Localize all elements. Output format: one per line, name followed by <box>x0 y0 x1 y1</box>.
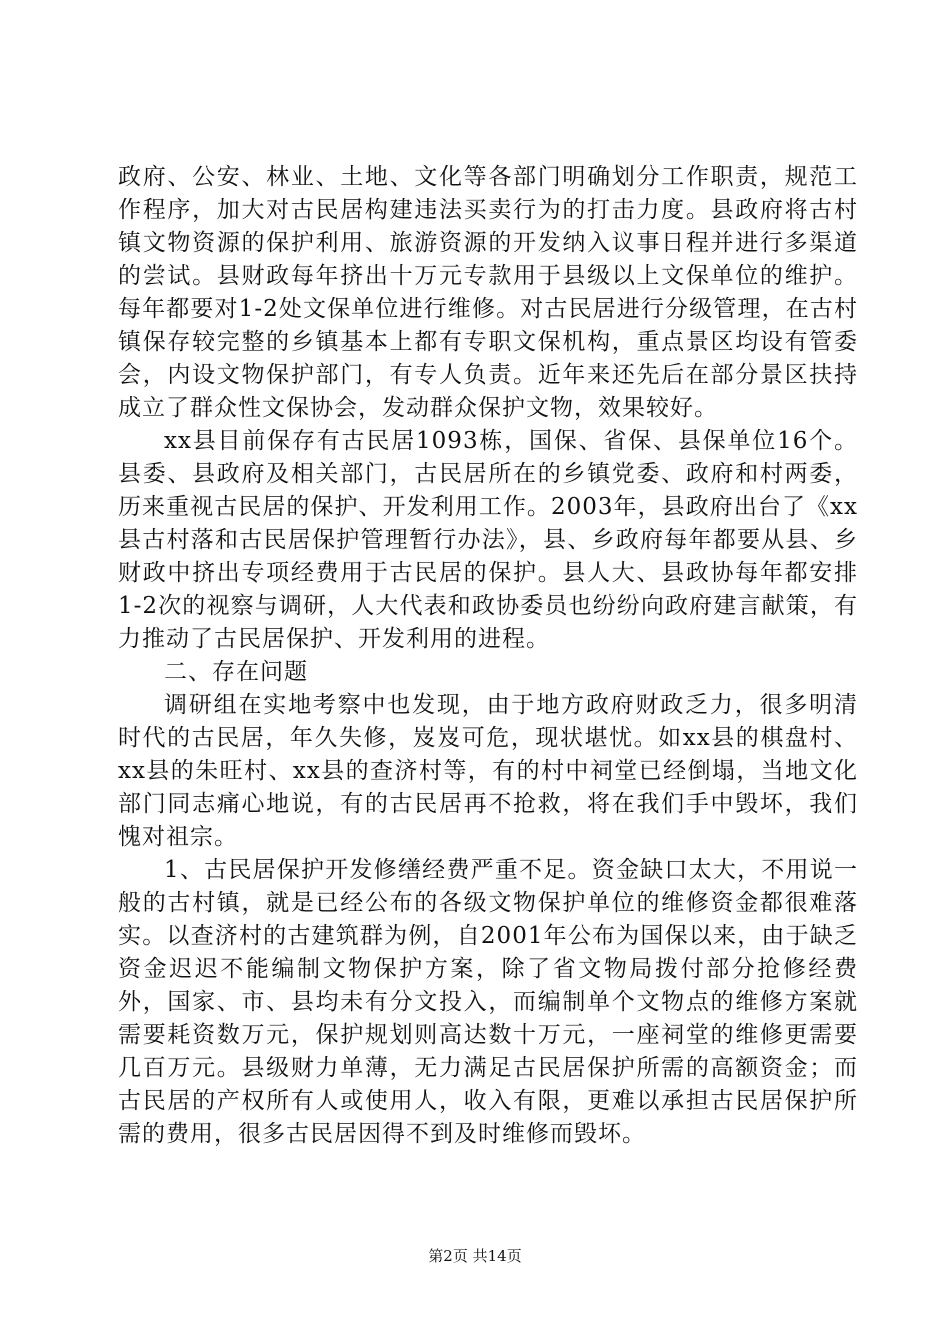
document-body <box>118 161 858 1151</box>
paragraph-county-overview: xx县目前保存有古民居1093栋，国保、省保、县保单位16个。县委、县政府及相关部门，古民居所在的乡镇党委、政府和村两委，历来重视古民居的保护、开发利用工作。2003年，县政府出台了《xx县古村落和古民居保护管理暂行办法》，县、乡政府每年都要从县、乡财政中挤出专项经费用于古民居的保护。县人大、县政协每年都安排1-2次的视察与调研，人大代表和政协委员也纷纷向政府建言献策，有力推动了古民居保护、开发利用的进程。 <box>118 428 858 652</box>
page-footer: 第2页 共14页 <box>428 1247 522 1265</box>
paragraph-funding-shortage: 1、古民居保护开发修缮经费严重不足。资金缺口太大，不用说一般的古村镇，就是已经公布的各级文物保护单位的维修资金都很难落实。以查济村的古建筑群为例，自2001年公布为国保以来，由于缺乏资金迟迟不能编制文物保护方案，除了省文物局拨付部分抢修经费外，国家、市、县均未有分文投入，而编制单个文物点的维修方案就需要耗资数万元，保护规划则高达数十万元，一座祠堂的维修更需要几百万元。县级财力单薄，无力满足古民居保护所需的高额资金；而古民居的产权所有人或使用人，收入有限，更难以承担古民居保护所需的费用，很多古民居因得不到及时维修而毁坏。 <box>118 857 858 1147</box>
section-heading-problems: 二、存在问题 <box>164 659 308 685</box>
paragraph-continued: 政府、公安、林业、土地、文化等各部门明确划分工作职责，规范工作程序，加大对古民居构建违法买卖行为的打击力度。县政府将古村镇文物资源的保护利用、旅游资源的开发纳入议事日程并进行多渠道的尝试。县财政每年挤出十万元专款用于县级以上文保单位的维护。每年都要对1-2处文保单位进行维修。对古民居进行分级管理，在古村镇保存较完整的乡镇基本上都有专职文保机构，重点景区均设有管委会，内设文物保护部门，有专人负责。近年来还先后在部分景区扶持成立了群众性文保协会，发动群众保护文物，效果较好。 <box>118 164 858 421</box>
paragraph-field-findings: 调研组在实地考察中也发现，由于地方政府财政乏力，很多明清时代的古民居，年久失修，岌岌可危，现状堪忧。如xx县的棋盘村、xx县的朱旺村、xx县的查济村等，有的村中祠堂已经倒塌，当地文化部门同志痛心地说，有的古民居再不抢救，将在我们手中毁坏，我们愧对祖宗。 <box>118 692 858 850</box>
